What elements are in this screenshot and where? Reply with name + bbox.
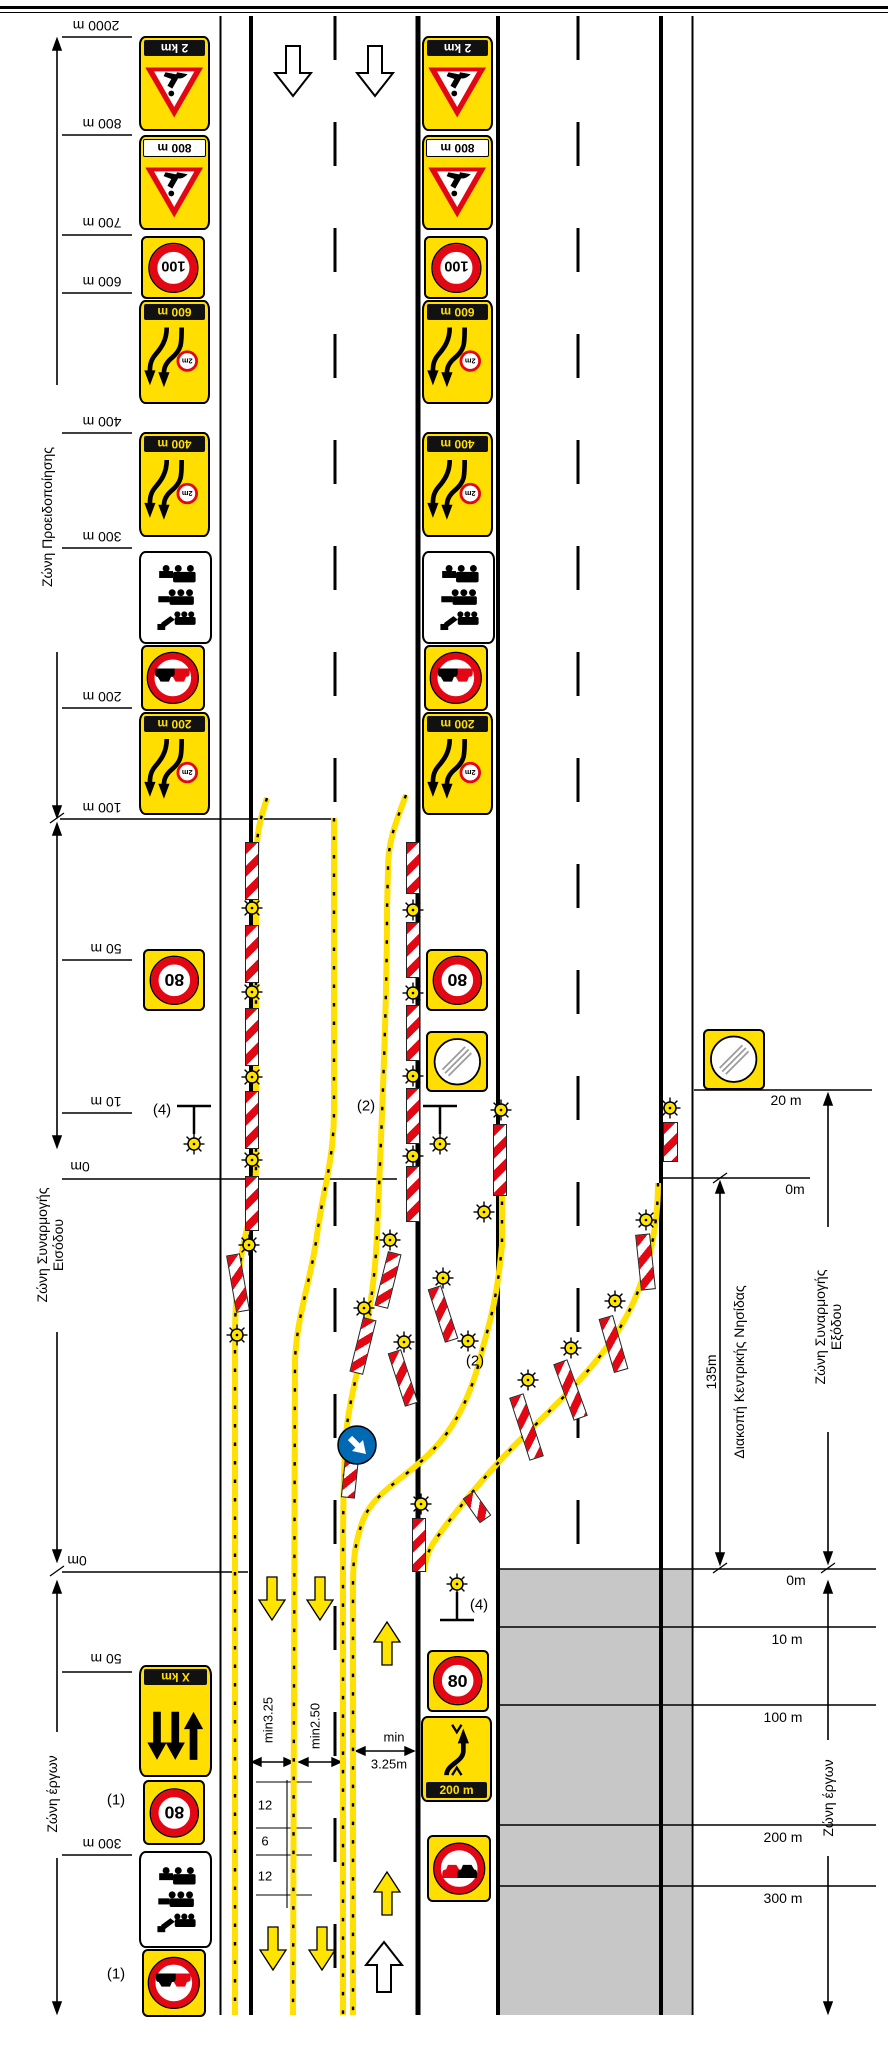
sign-plate-text: 200 m [144,716,204,732]
barrier-board [245,842,259,900]
label-median-break [731,1285,747,1458]
distance-label-left: 10 m [90,1094,122,1110]
zone-label-line: Ζώνη έργων [820,1759,836,1837]
barrier-board [245,1091,259,1149]
distance-label-left: 700 m [82,215,122,231]
annotation-label: 12 [257,1797,273,1813]
sign-laneshift-end-200m [421,1716,492,1802]
distance-label-right: 300 m [763,1890,803,1906]
sign-plate-text: 400 m [144,436,204,452]
barrier-board [428,1285,459,1343]
annotation-label: 12 [257,1868,273,1884]
annotation-label: (2) [356,1097,376,1115]
sign-number: 80 [164,1802,184,1823]
zone-label-line: Ζώνη έργων [44,1755,60,1833]
annotation-label: (1) [106,1965,126,1983]
distance-label-left: 300 m [82,529,122,545]
sign-plate-text: X km [144,1669,206,1685]
distance-label-right: 20 m [770,1092,802,1108]
barrier-board [406,1088,420,1144]
sign-plate-text: 800 m [426,139,488,157]
annotation-label: min [383,1729,405,1745]
sign-laneshift-200m-median [422,712,493,815]
dimension-label-135m [703,1354,719,1389]
annotation-label: min3.25 [260,1696,276,1744]
sign-yield-2km-left [139,36,210,131]
sign-speed-limit-80-left [143,949,205,1011]
sign-plate-text: 800 m [143,139,205,157]
barrier-board [663,1122,678,1162]
sign-laneshift-600m-left [139,300,210,404]
sign-laneshift-400m-median [422,432,493,537]
sign-contraflow-xkm [139,1665,212,1777]
sign-plate-text: 2 km [427,40,487,56]
zone-label-line: 135m [703,1354,719,1390]
sign-plate-text: 2 km [144,40,204,56]
sign-roadworks-vehicles-median [422,551,495,644]
sign-speed-limit-100-median [424,236,488,299]
barrier-board [349,1317,376,1375]
sign-laneshift-200m-left [139,712,210,815]
sign-no-overtaking-median-bottom [427,1835,491,1902]
annotation-label: (1) [106,1791,126,1809]
sign-yield-800m-left [139,135,210,230]
barrier-board [509,1393,544,1460]
barrier-board [374,1251,401,1309]
distance-label-left: 600 m [82,274,122,290]
sign-yield-2km-median [422,36,493,131]
barrier-board [406,922,420,978]
sign-badge: 2m [465,356,476,366]
barrier-board [406,1166,420,1222]
zone-label-exit-merge-zone [812,1270,844,1385]
barrier-board [245,1008,259,1066]
barrier-board [635,1233,656,1290]
distance-label-left: 100 m [82,800,122,816]
distance-label-right: 200 m [763,1829,803,1845]
sign-speed-limit-100-left [141,236,205,299]
annotation-label: min2.50 [307,1702,323,1750]
barrier-board [226,1253,250,1313]
sign-number: 80 [448,1671,468,1692]
sign-end-restrictions-median [426,1031,488,1092]
sign-speed-limit-80-median [426,949,488,1011]
zone-label-line: Ζώνη Συναρμογής [812,1269,828,1385]
sign-number: 100 [443,257,469,274]
sign-badge: 2m [182,767,193,777]
sign-speed-limit-80-median-bottom [427,1650,489,1712]
zone-label-line: Ζώνη Προειδοποίησης [39,446,55,588]
sign-roadworks-vehicles-left-bottom [139,1851,212,1948]
barrier-board [388,1349,419,1407]
distance-label-right: 0m [786,1572,806,1588]
sign-no-overtaking-left [141,645,205,711]
distance-label-left: 50 m [90,941,122,957]
sign-keep-right [337,1425,377,1465]
sign-badge: 2m [182,356,193,366]
sign-plate-text: 600 m [427,304,487,320]
distance-label-left: 2000 m [72,18,120,34]
zone-label-line: Εξόδου [828,1303,844,1351]
distance-label-right: 100 m [763,1709,803,1725]
zone-label-works-zone-right [820,1759,836,1836]
barrier-board [406,1005,420,1061]
distance-label-left: 300 m [82,1836,122,1852]
zone-label-line: Εισόδου [50,1218,66,1272]
sign-number: 80 [447,969,467,990]
barrier-board [599,1315,629,1373]
sign-no-overtaking-left-bottom [142,1949,206,2017]
sign-badge: 2m [182,488,193,498]
distance-label-right: 10 m [771,1631,803,1647]
distance-label-left: 400 m [82,414,122,430]
sign-plate-text: 200 m [426,1782,486,1798]
sign-plate-text: 200 m [427,716,487,732]
distance-label-left: 50 m [90,1651,122,1667]
annotation-label: (2) [465,1352,485,1370]
barrier-board [245,925,259,983]
barrier-board [553,1359,588,1421]
barrier-board [493,1124,507,1196]
zone-label-warning-zone [39,447,55,587]
sign-badge: 2m [465,767,476,777]
zone-label-line: Ζώνη Συναρμογής [34,1187,50,1303]
zone-label-entry-merge-zone [34,1188,66,1303]
distance-label-left: 0m [70,1159,90,1175]
annotation-label: (4) [152,1101,172,1119]
distance-label-left: 800 m [82,116,122,132]
distance-label-left: 0m [67,1553,87,1569]
sign-yield-800m-median [422,135,493,230]
barrier-board [406,842,420,894]
sign-no-overtaking-median [424,645,488,711]
sign-plate-text: 400 m [427,436,487,452]
barrier-board [245,1176,259,1231]
barrier-board [412,1518,426,1572]
annotation-label: 6 [261,1833,269,1849]
sign-laneshift-600m-median [422,300,493,404]
barrier-board [463,1491,492,1524]
zone-label-line: Διακοπή Κεντρικής Νησίδας [731,1285,747,1459]
annotation-label: 3.25m [370,1756,408,1772]
sign-number: 100 [160,257,186,274]
sign-end-restrictions-right [703,1029,765,1090]
sign-speed-limit-80-left-bottom [143,1780,205,1845]
sign-badge: 2m [465,488,476,498]
sign-number: 80 [164,969,184,990]
sign-plate-text: 600 m [144,304,204,320]
distance-label-right: 0m [785,1181,805,1197]
zone-label-works-zone-left [44,1755,60,1832]
sign-laneshift-400m-left [139,432,210,537]
annotation-label: (4) [469,1596,489,1614]
sign-roadworks-vehicles-left [139,551,212,644]
distance-label-left: 200 m [82,689,122,705]
